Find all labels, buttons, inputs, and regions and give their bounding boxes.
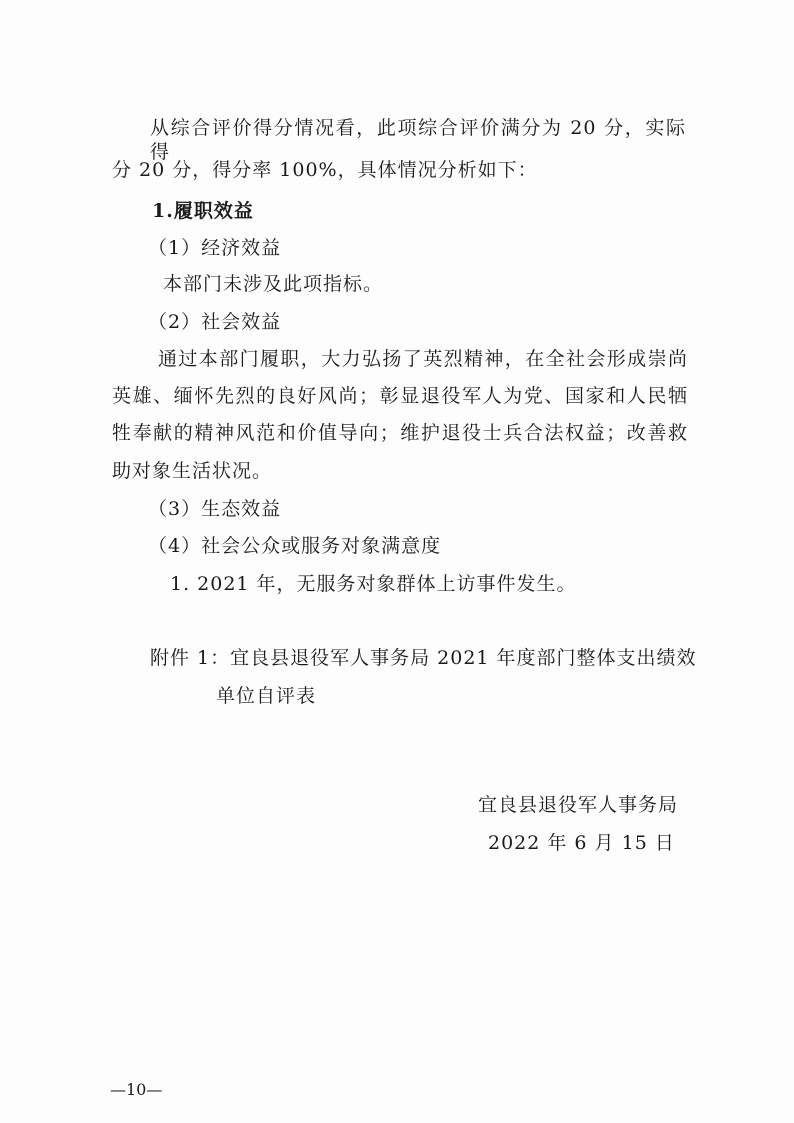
subheading-economic-benefits: （1）经济效益 <box>148 237 282 259</box>
social-benefits-line-4: 助对象生活状况。 <box>112 460 273 482</box>
social-benefits-line-1: 通过本部门履职，大力弘扬了英烈精神，在全社会形成崇尚 <box>158 348 688 370</box>
public-satisfaction-content: 1. 2021 年，无服务对象群体上访事件发生。 <box>170 573 577 595</box>
social-benefits-line-2: 英雄、缅怀先烈的良好风尚；彰显退役军人为党、国家和人民牺 <box>112 385 688 407</box>
economic-benefits-content: 本部门未涉及此项指标。 <box>163 273 384 295</box>
page-number: —10— <box>110 1080 163 1099</box>
subheading-public-satisfaction: （4）社会公众或服务对象满意度 <box>148 535 442 557</box>
signature-date: 2022 年 6 月 15 日 <box>488 832 675 854</box>
section-heading-performance-benefits: 1.履职效益 <box>152 200 254 222</box>
signature-organization: 宜良县退役军人事务局 <box>478 794 679 816</box>
social-benefits-line-3: 牲奉献的精神风范和价值导向；维护退役士兵合法权益；改善救 <box>112 422 688 444</box>
attachment-line-2: 单位自评表 <box>216 685 317 707</box>
subheading-social-benefits: （2）社会效益 <box>148 311 282 333</box>
intro-paragraph-line-2: 分 20 分，得分率 100%，具体情况分析如下： <box>112 159 538 181</box>
attachment-line-1: 附件 1：宜良县退役军人事务局 2021 年度部门整体支出绩效 <box>150 647 697 669</box>
subheading-ecological-benefits: （3）生态效益 <box>148 498 282 520</box>
intro-paragraph-line-1: 从综合评价得分情况看，此项综合评价满分为 20 分，实际得 <box>150 117 686 163</box>
